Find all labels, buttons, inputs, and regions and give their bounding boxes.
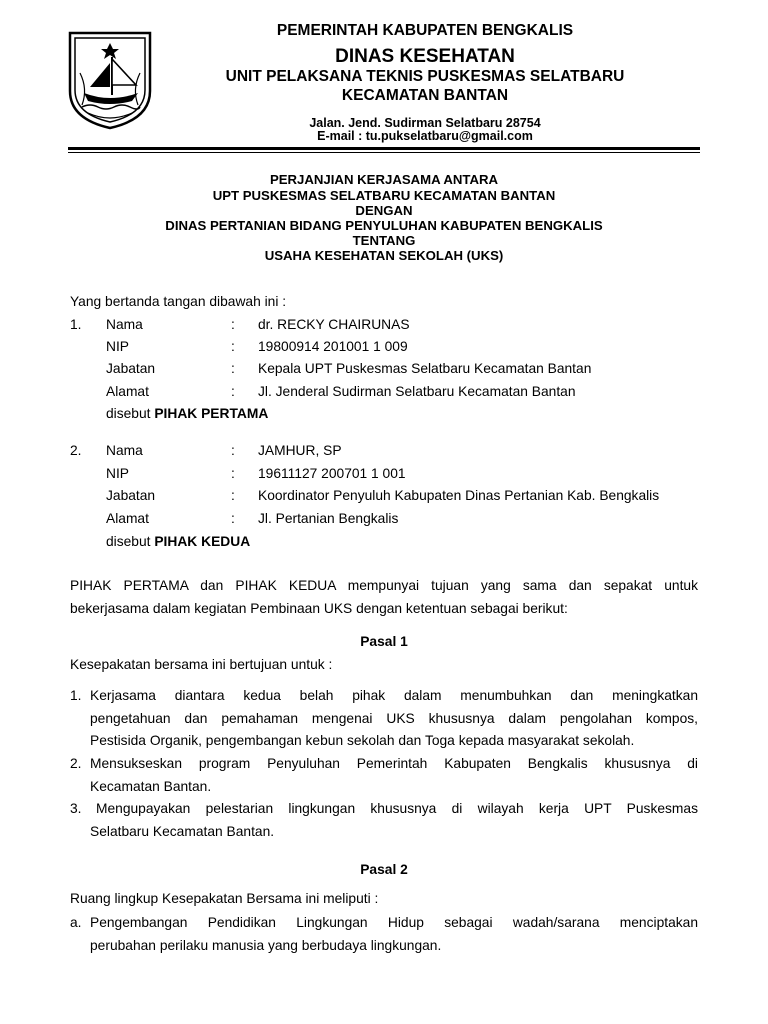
letterhead-address: Jalan. Jend. Sudirman Selatbaru 28754: [309, 116, 541, 130]
letterhead-divider-thick: [68, 147, 700, 150]
list-item-line: Mensukseskan program Penyuluhan Pemerintah Kabupaten Bengkalis khususnya di: [90, 756, 698, 771]
agreement-line: bekerjasama dalam kegiatan Pembinaan UKS dengan ketentuan sebagai berikut:: [70, 601, 568, 616]
list-item-line: Mengupayakan pelestarian lingkungan khususnya di wilayah kerja UPT Puskesmas: [96, 801, 698, 816]
letterhead-government: PEMERINTAH KABUPATEN BENGKALIS: [276, 22, 574, 39]
label-disebut: disebut: [106, 406, 151, 421]
label-alamat: Alamat: [106, 511, 149, 526]
document-title-line: DINAS PERTANIAN BIDANG PENYULUHAN KABUPATEN BENGKALIS: [165, 218, 603, 233]
label-disebut: disebut: [106, 534, 151, 549]
document-title-line: DENGAN: [355, 203, 413, 218]
colon: :: [231, 339, 235, 354]
list-item-line: perubahan perilaku manusia yang berbudaya lingkungan.: [90, 938, 442, 953]
list-letter: a.: [70, 915, 82, 930]
list-item-line: Pestisida Organik, pengembangan kebun sekolah dan Toga kepada masyarakat sekolah.: [90, 733, 635, 748]
list-number: 2.: [70, 756, 82, 771]
list-item-line: pengetahuan dan pemahaman mengenai UKS khususnya dalam pengolahan kompos,: [90, 711, 698, 726]
party2-nama: JAMHUR, SP: [258, 443, 342, 458]
pasal1-heading: Pasal 1: [360, 634, 408, 649]
list-item-line: Kecamatan Bantan.: [90, 779, 212, 794]
pasal1-intro: Kesepakatan bersama ini bertujuan untuk :: [70, 657, 333, 672]
bengkalis-emblem-icon: [66, 27, 154, 131]
party2-jabatan: Koordinator Penyuluh Kabupaten Dinas Pertanian Kab. Bengkalis: [258, 488, 660, 503]
party1-role: PIHAK PERTAMA: [154, 406, 269, 421]
agreement-line: PIHAK PERTAMA dan PIHAK KEDUA mempunyai tujuan yang sama dan sepakat untuk: [70, 578, 698, 593]
intro-text: Yang bertanda tangan dibawah ini :: [70, 294, 287, 309]
party1-role-line: [106, 406, 268, 422]
label-jabatan: Jabatan: [106, 361, 156, 376]
party1-nip: 19800914 201001 1 009: [258, 339, 408, 354]
document-title-line: UPT PUSKESMAS SELATBARU KECAMATAN BANTAN: [212, 188, 556, 203]
party2-role-line: [106, 534, 250, 550]
letterhead-unit: UNIT PELAKSANA TEKNIS PUSKESMAS SELATBARU: [225, 68, 625, 85]
colon: :: [231, 511, 235, 526]
party2-role: PIHAK KEDUA: [154, 534, 251, 549]
colon: :: [231, 443, 235, 458]
letterhead-agency: DINAS KESEHATAN: [335, 46, 515, 67]
label-nama: Nama: [106, 317, 143, 332]
party1-nama: dr. RECKY CHAIRUNAS: [258, 317, 410, 332]
document-title-line: USAHA KESEHATAN SEKOLAH (UKS): [264, 248, 504, 263]
label-nama: Nama: [106, 443, 143, 458]
party1-number: 1.: [70, 317, 82, 332]
pasal2-intro: Ruang lingkup Kesepakatan Bersama ini meliputi :: [70, 891, 379, 906]
party1-jabatan: Kepala UPT Puskesmas Selatbaru Kecamatan Bantan: [258, 361, 592, 376]
pasal2-heading: Pasal 2: [360, 862, 408, 877]
label-jabatan: Jabatan: [106, 488, 156, 503]
party2-alamat: Jl. Pertanian Bengkalis: [258, 511, 399, 526]
colon: :: [231, 488, 235, 503]
colon: :: [231, 384, 235, 399]
list-number: 1.: [70, 688, 82, 703]
label-nip: NIP: [106, 339, 129, 354]
label-nip: NIP: [106, 466, 129, 481]
party2-number: 2.: [70, 443, 82, 458]
list-number: 3.: [70, 801, 82, 816]
document-title-line: TENTANG: [352, 233, 416, 248]
list-item-line: Selatbaru Kecamatan Bantan.: [90, 824, 275, 839]
party2-nip: 19611127 200701 1 001: [258, 466, 406, 481]
label-alamat: Alamat: [106, 384, 149, 399]
list-item-line: Pengembangan Pendidikan Lingkungan Hidup sebagai wadah/sarana menciptakan: [90, 915, 698, 930]
document-title-line: PERJANJIAN KERJASAMA ANTARA: [269, 172, 499, 187]
colon: :: [231, 317, 235, 332]
colon: :: [231, 466, 235, 481]
colon: :: [231, 361, 235, 376]
party1-alamat: Jl. Jenderal Sudirman Selatbaru Kecamatan Bantan: [258, 384, 576, 399]
list-item-line: Kerjasama diantara kedua belah pihak dalam menumbuhkan dan meningkatkan: [90, 688, 698, 703]
letterhead-divider-thin: [68, 152, 700, 153]
letterhead-district: KECAMATAN BANTAN: [341, 87, 509, 104]
letterhead-email: E-mail : tu.pukselatbaru@gmail.com: [317, 129, 533, 143]
